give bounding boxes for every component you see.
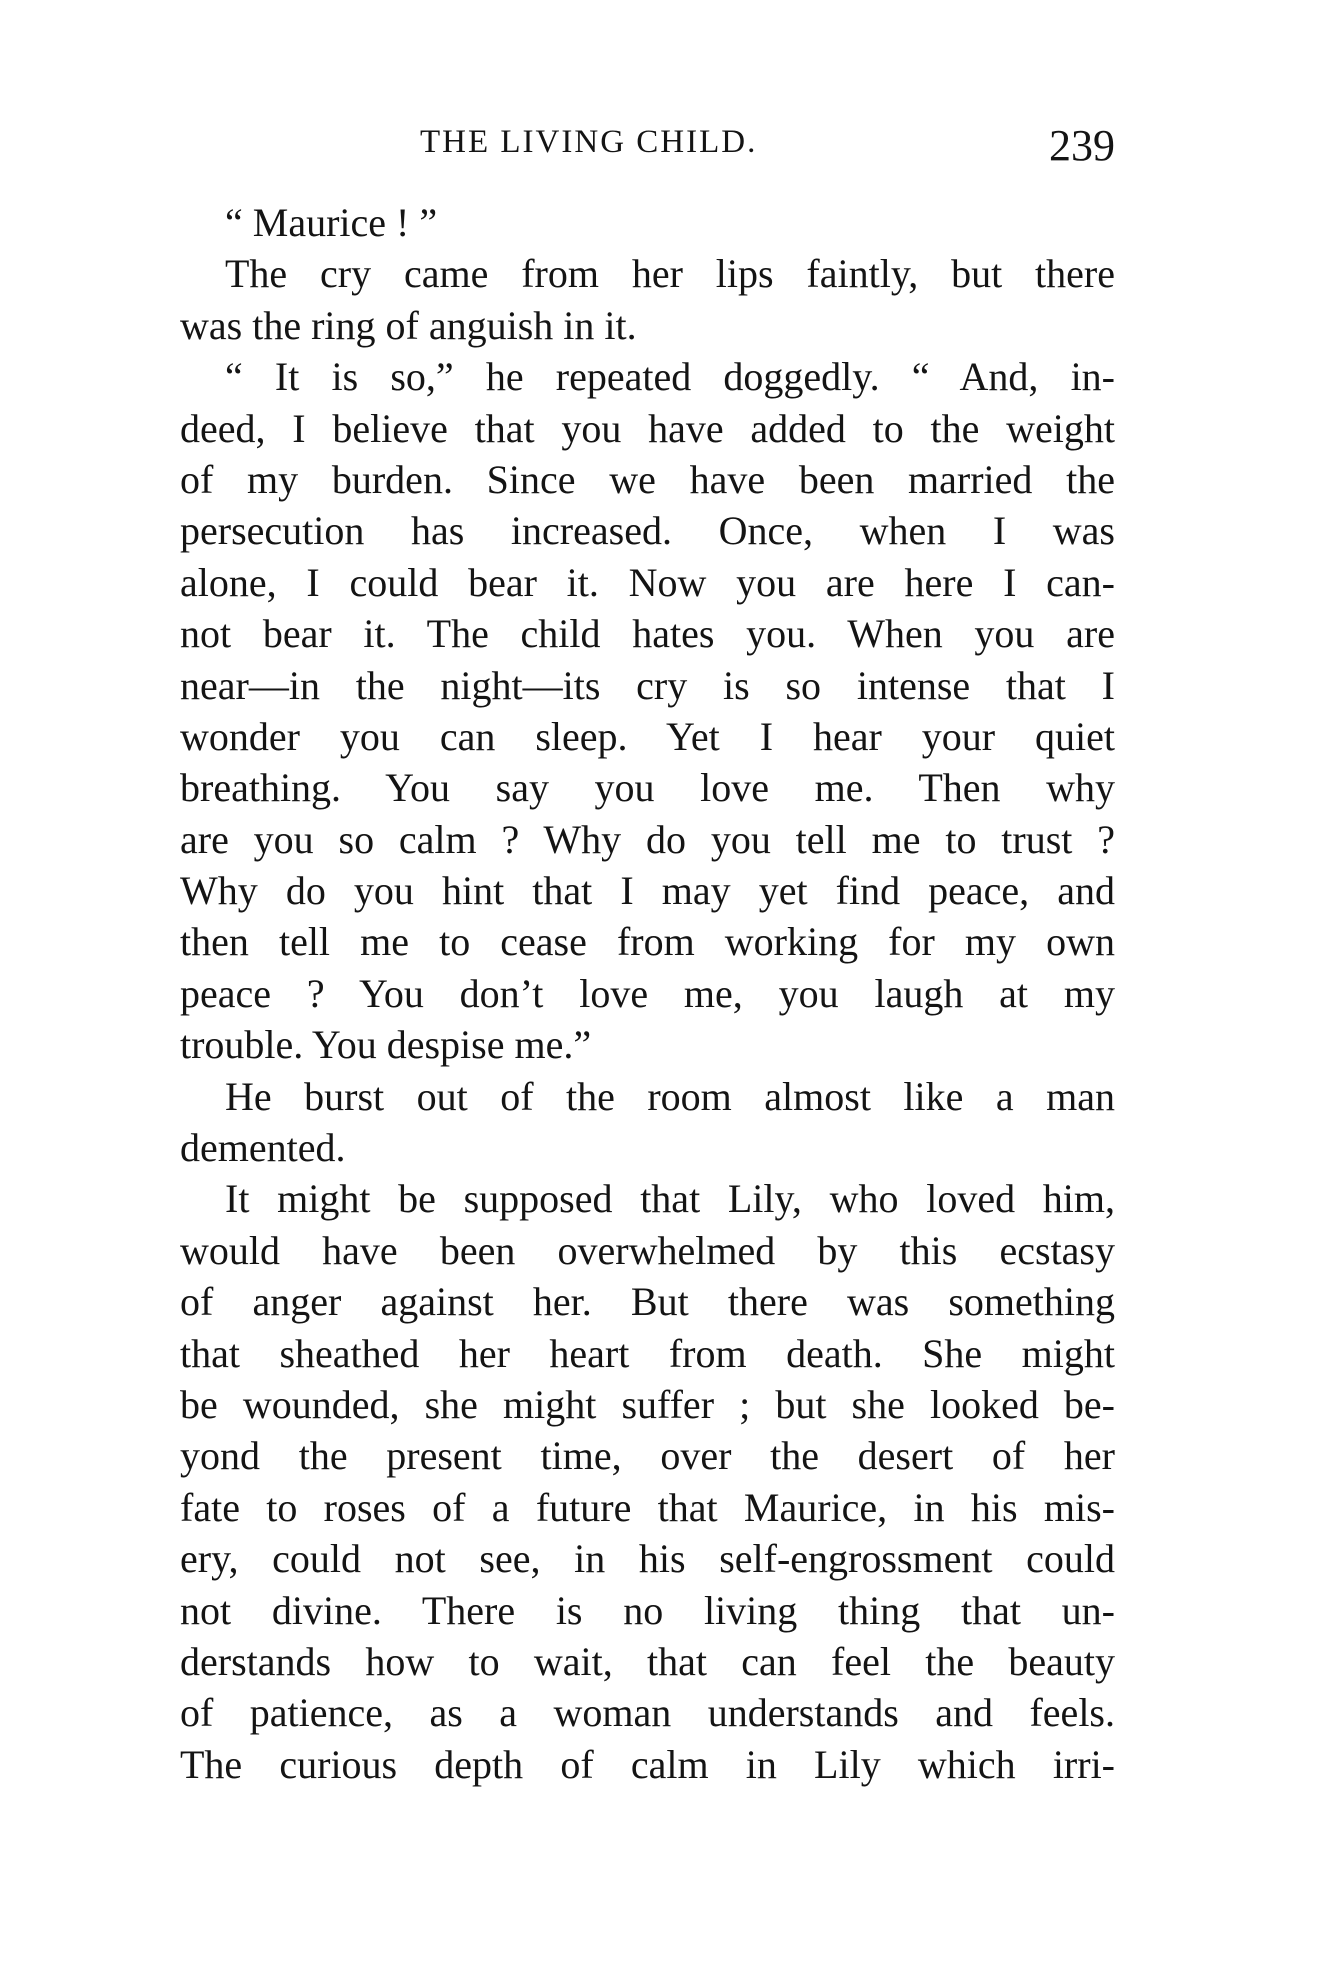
text-line: The curious depth of calm in Lily which irri-: [180, 1741, 1115, 1787]
text-line: alone, I could bear it. Now you are here I can-: [180, 559, 1115, 605]
text-line: trouble. You despise me.”: [180, 1022, 592, 1068]
text-line: not bear it. The child hates you. When you are: [180, 611, 1115, 657]
text-line: ery, could not see, in his self-engrossment could: [180, 1536, 1115, 1582]
text-line: of my burden. Since we have been married the: [180, 456, 1115, 502]
text-line: “ It is so,” he repeated doggedly. “ And, in-: [225, 354, 1115, 400]
text-line: of patience, as a woman understands and feels.: [180, 1690, 1115, 1736]
text-line: of anger against her. But there was something: [180, 1279, 1115, 1325]
text-line: persecution has increased. Once, when I was: [180, 508, 1115, 554]
text-line: deed, I believe that you have added to the weight: [180, 405, 1115, 451]
text-line: yond the present time, over the desert of her: [180, 1433, 1115, 1479]
text-line: He burst out of the room almost like a man: [225, 1073, 1115, 1119]
text-line: derstands how to wait, that can feel the beauty: [180, 1638, 1115, 1684]
text-line: then tell me to cease from working for my own: [180, 919, 1115, 965]
text-line: breathing. You say you love me. Then why: [180, 765, 1115, 811]
text-line: fate to roses of a future that Maurice, in his mis-: [180, 1484, 1115, 1530]
text-line: It might be supposed that Lily, who loved him,: [225, 1176, 1115, 1222]
text-line: near—in the night—its cry is so intense that I: [180, 662, 1115, 708]
running-title: THE LIVING CHILD.: [420, 124, 758, 160]
text-line: Why do you hint that I may yet find peace, and: [180, 868, 1115, 914]
text-line: “ Maurice ! ”: [225, 200, 438, 245]
text-line: would have been overwhelmed by this ecstasy: [180, 1227, 1115, 1273]
body-text: [180, 197, 1115, 1790]
text-line: that sheathed her heart from death. She might: [180, 1330, 1115, 1376]
page-header: [180, 120, 1115, 180]
text-line: are you so calm ? Why do you tell me to trust ?: [180, 816, 1115, 862]
text-line: demented.: [180, 1125, 346, 1171]
text-line: was the ring of anguish in it.: [180, 302, 637, 348]
text-line: wonder you can sleep. Yet I hear your quiet: [180, 713, 1115, 759]
page-number: 239: [1049, 121, 1115, 170]
text-line: not divine. There is no living thing that un-: [180, 1587, 1115, 1633]
text-line: The cry came from her lips faintly, but there: [225, 251, 1115, 297]
text-line: be wounded, she might suffer ; but she looked be-: [180, 1381, 1115, 1427]
text-line: peace ? You don’t love me, you laugh at my: [180, 970, 1115, 1016]
